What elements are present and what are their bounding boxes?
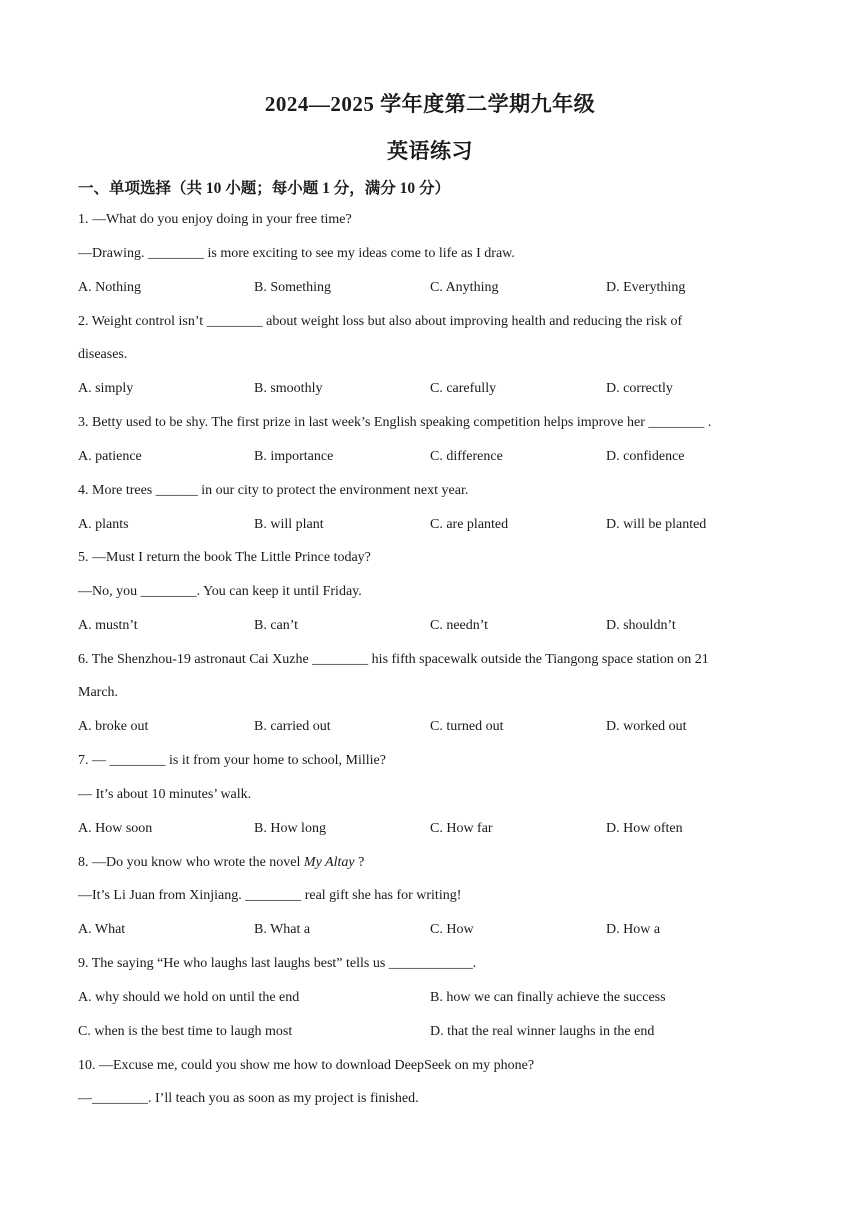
question-9-option-a: A. why should we hold on until the end	[78, 990, 300, 1005]
question-10-stem-line2: —________. I’ll teach you as soon as my project is finished.	[78, 1091, 419, 1106]
question-7-stem: 7. — ________ is it from your home to school, Millie?	[78, 753, 386, 768]
question-4-option-d: D. will be planted	[606, 517, 707, 532]
question-7-option-c: C. How far	[430, 821, 493, 836]
question-4-option-a: A. plants	[78, 517, 129, 532]
question-9-option-b: B. how we can finally achieve the success	[430, 990, 666, 1005]
section-heading: 一、单项选择（共 10 小题；每小题 1 分，满分 10 分）	[78, 180, 451, 197]
exam-title: 2024—2025 学年度第二学期九年级	[264, 92, 596, 116]
question-7-option-b: B. How long	[254, 821, 326, 836]
question-2-option-d: D. correctly	[606, 381, 673, 396]
question-9-option-c: C. when is the best time to laugh most	[78, 1024, 293, 1039]
question-6-stem: 6. The Shenzhou-19 astronaut Cai Xuzhe ________ his fifth spacewalk outside the Tiangong space station on 21	[78, 652, 709, 667]
question-7-option-a: A. How soon	[78, 821, 153, 836]
question-8-stem	[78, 855, 364, 871]
question-8-option-b: B. What a	[254, 922, 311, 937]
question-1-stem: 1. —What do you enjoy doing in your free time?	[78, 212, 352, 227]
question-8-option-c: C. How	[430, 922, 474, 937]
question-6-option-d: D. worked out	[606, 719, 687, 734]
question-8-stem-text: 8. —Do you know who wrote the novel	[78, 855, 304, 870]
question-6-option-c: C. turned out	[430, 719, 504, 734]
question-3-option-b: B. importance	[254, 449, 334, 464]
question-7-stem-line2: — It’s about 10 minutes’ walk.	[78, 787, 252, 802]
question-1-option-c: C. Anything	[430, 280, 499, 295]
question-5-option-c: C. needn’t	[430, 618, 489, 633]
question-5-option-a: A. mustn’t	[78, 618, 138, 633]
question-4-stem: 4. More trees ______ in our city to protect the environment next year.	[78, 483, 469, 498]
question-5-option-d: D. shouldn’t	[606, 618, 676, 633]
question-2-stem-line2: diseases.	[78, 347, 128, 362]
question-1-option-a: A. Nothing	[78, 280, 141, 295]
question-8-stem-line2: —It’s Li Juan from Xinjiang. ________ real gift she has for writing!	[78, 888, 462, 903]
question-6-option-a: A. broke out	[78, 719, 149, 734]
question-8-stem-end: ?	[354, 855, 365, 870]
question-6-stem-line2: March.	[78, 685, 119, 700]
question-4-option-c: C. are planted	[430, 517, 509, 532]
question-7-option-d: D. How often	[606, 821, 683, 836]
question-2-option-b: B. smoothly	[254, 381, 323, 396]
question-5-stem: 5. —Must I return the book The Little Prince today?	[78, 550, 371, 565]
novel-title: My Altay	[303, 855, 355, 870]
question-8-option-a: A. What	[78, 922, 126, 937]
question-2-option-a: A. simply	[78, 381, 134, 396]
question-3-option-a: A. patience	[78, 449, 142, 464]
question-3-option-d: D. confidence	[606, 449, 685, 464]
question-4-option-b: B. will plant	[254, 517, 324, 532]
question-5-stem-line2: —No, you ________. You can keep it until Friday.	[78, 584, 362, 599]
question-1-option-d: D. Everything	[606, 280, 686, 295]
question-3-stem: 3. Betty used to be shy. The first prize in last week’s English speaking competition helps improve her ________ .	[78, 415, 712, 430]
question-9-option-d: D. that the real winner laughs in the end	[430, 1024, 655, 1039]
question-1-option-b: B. Something	[254, 280, 332, 295]
question-1-stem-line2: —Drawing. ________ is more exciting to see my ideas come to life as I draw.	[78, 246, 515, 261]
exam-subject: 英语练习	[387, 139, 473, 163]
question-8-option-d: D. How a	[606, 922, 661, 937]
question-9-stem: 9. The saying “He who laughs last laughs best” tells us ____________.	[78, 956, 477, 971]
question-2-option-c: C. carefully	[430, 381, 497, 396]
question-2-stem: 2. Weight control isn’t ________ about weight loss but also about improving health and reducing the risk of	[78, 314, 683, 329]
question-3-option-c: C. difference	[430, 449, 503, 464]
question-10-stem: 10. —Excuse me, could you show me how to download DeepSeek on my phone?	[78, 1058, 535, 1073]
question-6-option-b: B. carried out	[254, 719, 331, 734]
question-5-option-b: B. can’t	[254, 618, 299, 633]
